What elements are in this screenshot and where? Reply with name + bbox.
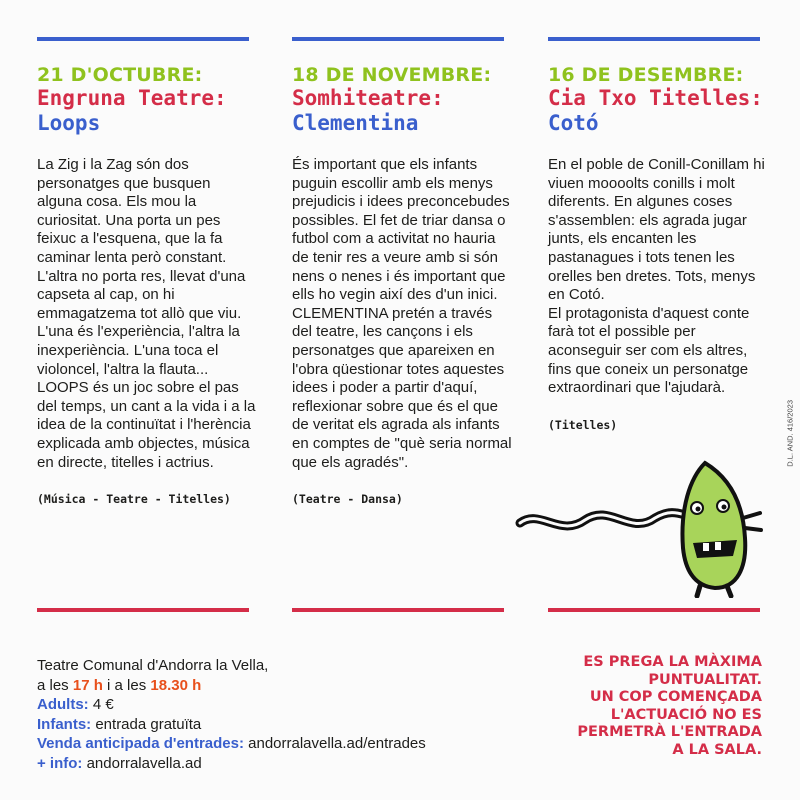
notice-line: PUNTUALITAT.	[648, 671, 762, 688]
info-url: andorralavella.ad	[82, 754, 202, 772]
puppet-character-illustration	[515, 458, 765, 598]
notice-line: UN COP COMENÇADA	[589, 689, 762, 705]
time-second: 18.30 h	[150, 676, 202, 694]
notice-line: ES PREGA LA MÀXIMA	[583, 654, 762, 670]
presale-label: Venda anticipada d'entrades:	[37, 735, 244, 752]
event-description	[37, 156, 259, 472]
event-description	[548, 156, 770, 398]
event-column-2	[292, 64, 514, 506]
adults-label: Adults:	[37, 696, 89, 713]
event-show-title: Clementina	[292, 111, 419, 135]
event-column-1	[37, 64, 259, 506]
adults-price	[37, 695, 426, 715]
venue-name: Teatre Comunal d'Andorra la Vella,	[37, 657, 269, 674]
event-column-3	[548, 64, 770, 432]
venue-info	[37, 656, 426, 773]
bottom-rule-2	[292, 608, 504, 612]
legal-deposit: D.L. AND. 416/2023	[786, 400, 795, 467]
event-show-title: Cotó	[548, 111, 599, 135]
description-paragraph: CLEMENTINA pretén a través del teatre, les cançons i els personatges que apareixen en l'obra qüestionar totes aquestes idees i poder a partir d'aquí, reflexionar sobre que és el que de veritat els agrada als infants en comptes de "què seria normal que els agradés".	[292, 304, 512, 471]
schedule-mid: i a les	[102, 676, 151, 694]
punctuality-notice	[532, 654, 762, 759]
bottom-rule-1	[37, 608, 249, 612]
kids-label: Infants:	[37, 715, 92, 733]
description-paragraph: En el poble de Conill-Conillam hi viuen moooolts conills i molt diferents. En algunes coses s'assemblen: els agrada jugar junts, els encanten les pastanagues i tots tenen les orelles ben dretes. Tots, menys en Cotó.	[548, 156, 765, 304]
event-genre-tag: (Titelles)	[548, 417, 618, 432]
event-company: Cia Txo Titelles:	[548, 86, 763, 110]
event-date: 21 D'OCTUBRE:	[37, 64, 203, 86]
presale-url: andorralavella.ad/entrades	[243, 735, 426, 752]
adults-value: 4 €	[88, 696, 114, 713]
bottom-rule-3	[548, 608, 760, 612]
kids-value: entrada gratuïta	[91, 715, 202, 733]
event-date: 18 DE NOVEMBRE:	[292, 64, 492, 86]
presale	[37, 734, 426, 754]
event-genre-tag: (Teatre - Dansa)	[292, 492, 403, 507]
event-company: Somhiteatre:	[292, 86, 444, 110]
event-show-title: Loops	[37, 111, 101, 135]
schedule	[37, 676, 426, 696]
top-rule-3	[548, 37, 760, 41]
event-date: 16 DE DESEMBRE:	[548, 64, 744, 86]
more-info	[37, 754, 426, 774]
notice-line: PERMETRÀ L'ENTRADA	[577, 724, 762, 740]
description-paragraph: El protagonista d'aquest conte farà tot el possible per aconseguir ser com els altres, fins que coneix un personatge extraordinari que l'ajudarà.	[548, 304, 750, 397]
top-rule-2	[292, 37, 504, 41]
time-first: 17 h	[72, 676, 103, 694]
event-genre-tag: (Música - Teatre - Titelles)	[37, 492, 231, 507]
description-paragraph: La Zig i la Zag són dos personatges que busquen alguna cosa. Els mou la curiositat. Una porta un pes feixuc a l'esquena, que la fa caminar lenta però constant. L'altra no porta res, llevat d'una capseta al cap, on hi emmagatzema tot allò que viu. L'una és l'experiència, l'altra la inexperiència. L'una toca el violoncel, l'altra la flauta...	[37, 156, 246, 378]
top-rule-1	[37, 37, 249, 41]
event-company: Engruna Teatre:	[37, 86, 227, 110]
event-description	[292, 156, 514, 472]
kids-price	[37, 715, 426, 735]
info-label: + info:	[37, 754, 83, 772]
schedule-prefix: a les	[37, 676, 73, 694]
description-paragraph: És important que els infants puguin escollir amb els menys prejudicis i idees preconcebudes possibles. El fet de triar dansa o futbol com a activitat no hauria de tenir res a veure amb si són nens o nenes i és important que ells ho vegin així des d'un inici.	[292, 156, 510, 304]
description-paragraph: LOOPS és un joc sobre el pas del temps, un cant a la vida i a la idea de la continuïtat i l'herència explicada amb objectes, música en directe, titelles i actrius.	[37, 379, 256, 471]
notice-line: A LA SALA.	[672, 741, 762, 758]
notice-line: L'ACTUACIÓ NO ES	[610, 706, 762, 723]
